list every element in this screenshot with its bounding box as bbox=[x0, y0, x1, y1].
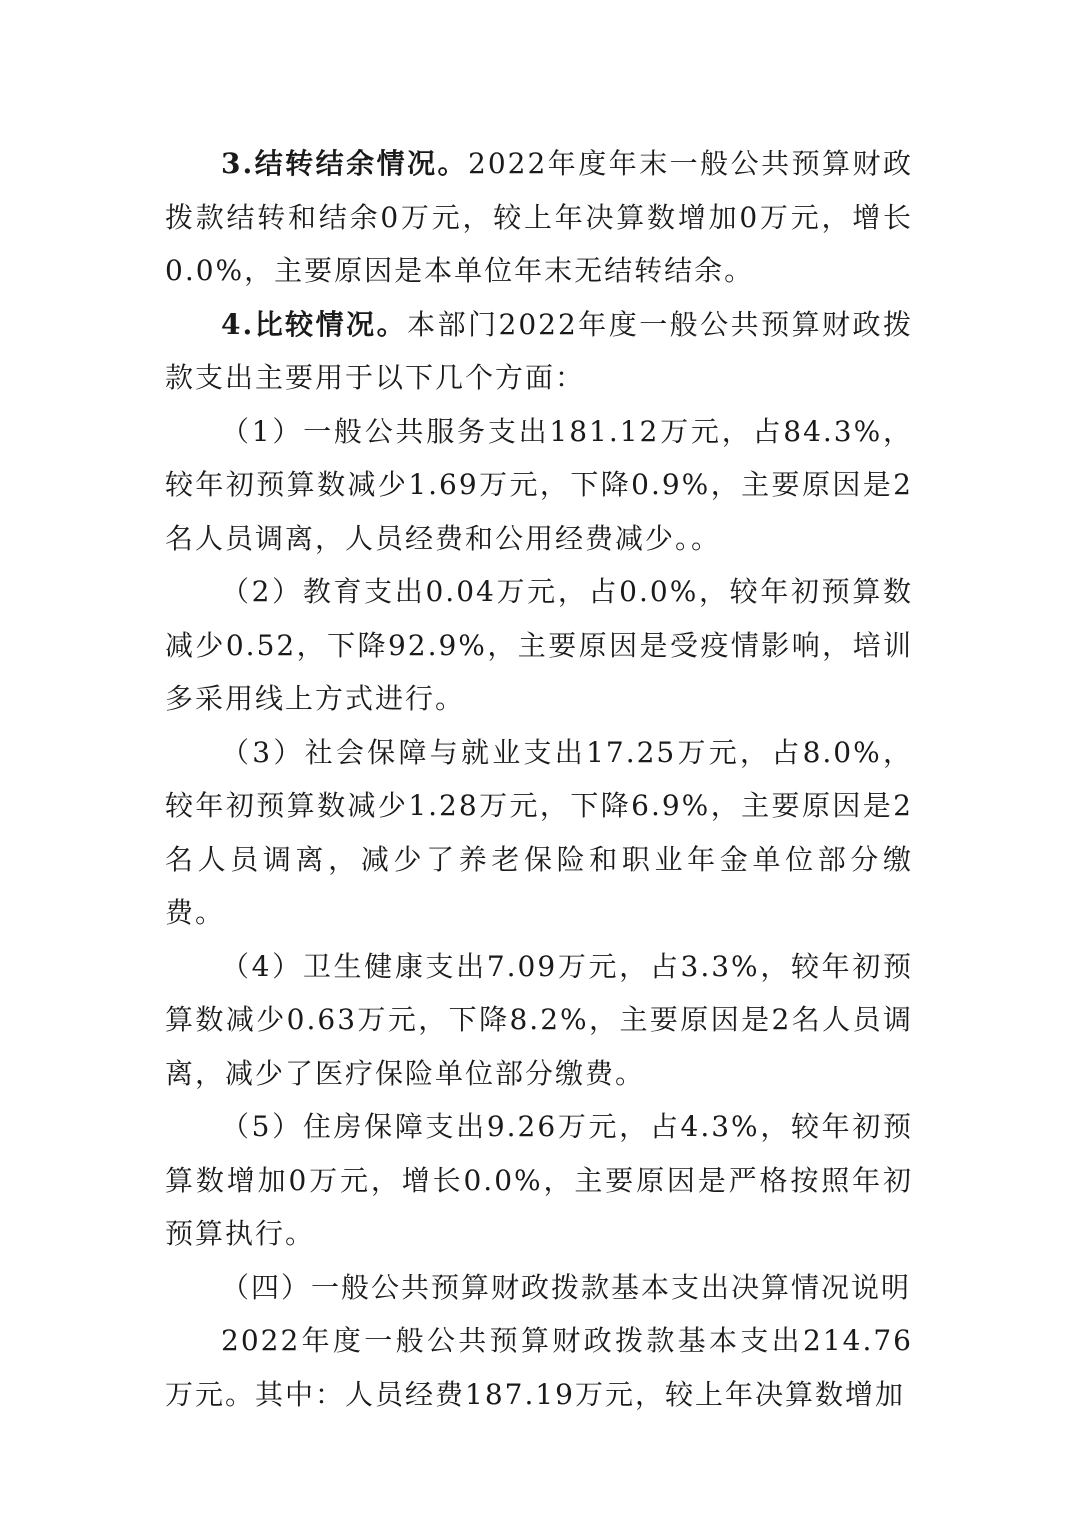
paragraph-text-item-5: （5）住房保障支出9.26万元，占4.3%，较年初预算数增加0万元，增长0.0%，主要原因是严格按照年初预算执行。 bbox=[165, 1110, 913, 1250]
section-heading-4 bbox=[165, 1261, 913, 1315]
paragraph-text-item-3: （3）社会保障与就业支出17.25万元，占8.0%，较年初预算数减少1.28万元，下降6.9%，主要原因是2名人员调离，减少了养老保险和职业年金单位部分缴费。 bbox=[165, 735, 913, 929]
paragraph-item-1 bbox=[165, 405, 913, 566]
document-body bbox=[165, 137, 913, 1421]
paragraph-basic-expenditure bbox=[165, 1314, 913, 1421]
paragraph-item-5 bbox=[165, 1100, 913, 1261]
paragraph-lead-comparison: 4.比较情况。 bbox=[221, 307, 408, 341]
paragraph-text-comparison: 本部门2022年度一般公共预算财政拨款支出主要用于以下几个方面： bbox=[165, 307, 914, 394]
paragraph-text-item-1: （1）一般公共服务支出181.12万元，占84.3%，较年初预算数减少1.69万元，下降0.9%，主要原因是2名人员调离，人员经费和公用经费减少。。 bbox=[165, 414, 913, 555]
paragraph-item-3 bbox=[165, 726, 913, 940]
paragraph-item-4 bbox=[165, 940, 913, 1101]
paragraph-comparison bbox=[165, 298, 913, 405]
section-heading-text: （四）一般公共预算财政拨款基本支出决算情况说明 bbox=[221, 1270, 912, 1304]
paragraph-lead-carryover: 3.结转结余情况。 bbox=[221, 147, 469, 180]
paragraph-text-item-2: （2）教育支出0.04万元，占0.0%，较年初预算数减少0.52，下降92.9%，主要原因是受疫情影响，培训多采用线上方式进行。 bbox=[165, 575, 913, 715]
paragraph-carryover bbox=[165, 137, 913, 298]
paragraph-text-item-4: （4）卫生健康支出7.09万元，占3.3%，较年初预算数减少0.63万元，下降8.2%，主要原因是2名人员调离，减少了医疗保险单位部分缴费。 bbox=[165, 949, 913, 1090]
paragraph-text-carryover: 2022年度年末一般公共预算财政拨款结转和结余0万元，较上年决算数增加0万元，增长0.0%，主要原因是本单位年末无结转结余。 bbox=[165, 147, 913, 287]
paragraph-item-2 bbox=[165, 565, 913, 726]
paragraph-text-basic-expenditure: 2022年度一般公共预算财政拨款基本支出214.76万元。其中：人员经费187.19万元，较上年决算数增加 bbox=[165, 1324, 913, 1411]
